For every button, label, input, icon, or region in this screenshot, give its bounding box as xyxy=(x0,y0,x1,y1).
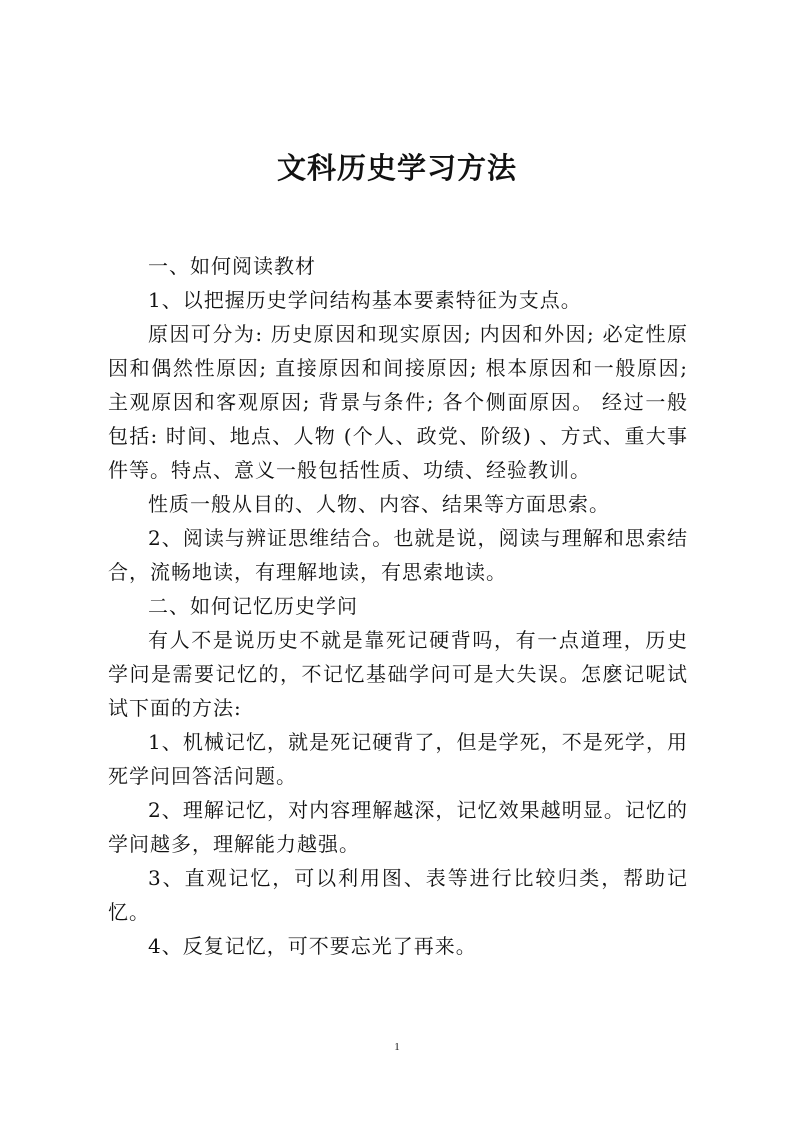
document-body xyxy=(108,249,688,963)
paragraph-memory-method-1: 1、机械记忆，就是死记硬背了，但是学死，不是死学，用死学问回答活问题。 xyxy=(108,730,688,788)
paragraph-reading-point-1: 1、以把握历史学问结构基本要素特征为支点。 xyxy=(148,288,582,312)
paragraph-memory-intro: 有人不是说历史不就是靠死记硬背吗，有一点道理，历史学问是需要记忆的，不记忆基础学问可是大失误。怎麽记呢试试下面的方法: xyxy=(108,628,688,720)
page-number: 1 xyxy=(394,1041,400,1053)
paragraph-memory-method-4: 4、反复记忆，可不要忘光了再来。 xyxy=(148,934,477,958)
section-heading-memory: 二、如何记忆历史学问 xyxy=(148,594,358,618)
section-heading-reading: 一、如何阅读教材 xyxy=(148,254,316,278)
paragraph-causes: 原因可分为: 历史原因和现实原因; 内因和外因; 必定性原因和偶然性原因; 直接原因和间接原因; 根本原因和一般原因; 主观原因和客观原因; 背景与条件; 各个侧面原因。 经过一般包括: 时间、地点、人物 (个人、政党、阶级) 、方式、重大事件等。特点、意义一般包括性质、功绩、经验教训。 xyxy=(108,322,688,482)
paragraph-reading-point-2: 2、阅读与辨证思维结合。也就是说，阅读与理解和思索结合，流畅地读，有理解地读，有思索地读。 xyxy=(108,526,688,584)
paragraph-memory-method-2: 2、理解记忆，对内容理解越深，记忆效果越明显。记忆的学问越多，理解能力越强。 xyxy=(108,798,688,856)
paragraph-nature: 性质一般从目的、人物、内容、结果等方面思索。 xyxy=(148,492,610,516)
document-title: 文科历史学习方法 xyxy=(276,151,517,185)
paragraph-memory-method-3: 3、直观记忆，可以利用图、表等进行比较归类，帮助记忆。 xyxy=(108,866,688,924)
